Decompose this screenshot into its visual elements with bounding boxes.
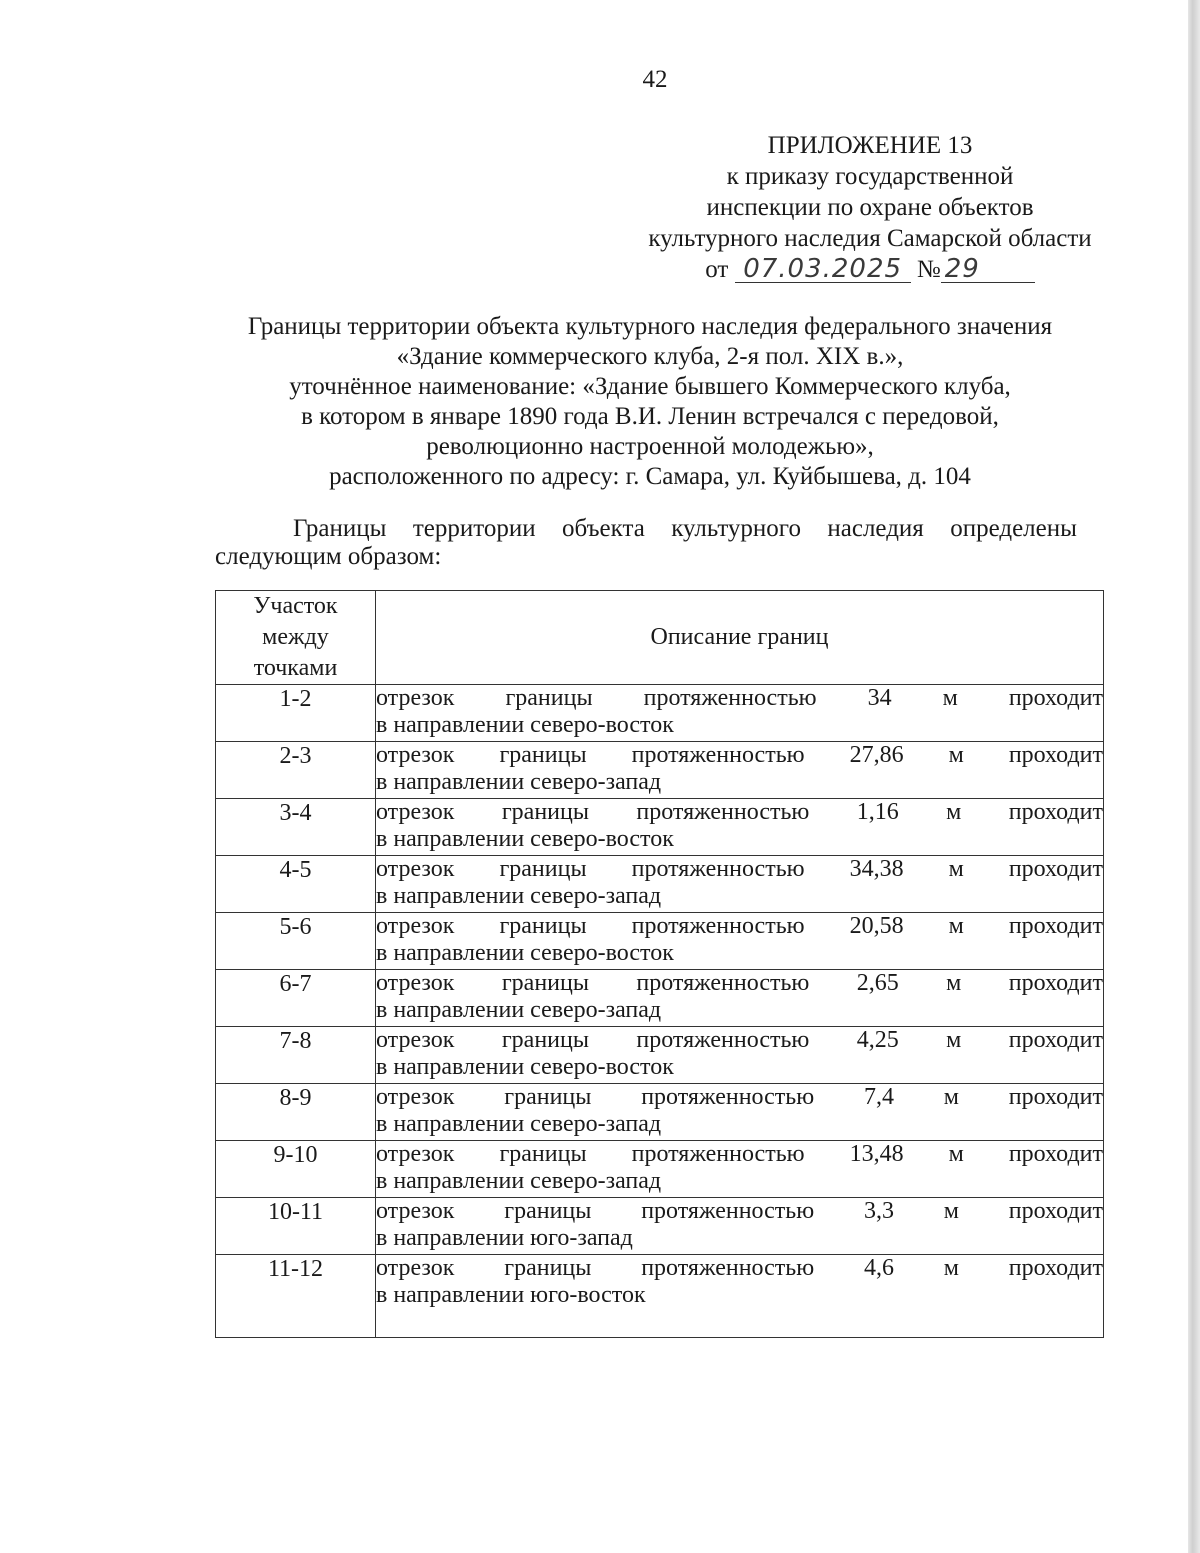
description-line-1 bbox=[376, 1084, 1103, 1111]
desc-word: отрезок bbox=[376, 856, 455, 882]
desc-word: отрезок bbox=[376, 742, 455, 768]
desc-word: проходит bbox=[1008, 799, 1103, 825]
desc-word: протяженностью bbox=[641, 1198, 815, 1224]
description-cell bbox=[376, 913, 1104, 970]
title-line-4: в котором в январе 1890 года В.И. Ленин встречался с передовой, bbox=[301, 403, 999, 430]
description-cell bbox=[376, 799, 1104, 856]
description-line-1 bbox=[376, 685, 1103, 712]
intro-word: культурного bbox=[671, 515, 801, 542]
desc-word: границы bbox=[504, 1255, 592, 1281]
header-segment-line: между bbox=[262, 624, 329, 650]
segment-length: 34 bbox=[867, 685, 892, 711]
description-cell bbox=[376, 1141, 1104, 1198]
length-unit: м bbox=[942, 685, 958, 711]
intro-word: объекта bbox=[562, 515, 645, 542]
scan-edge-shadow bbox=[1188, 0, 1200, 1553]
desc-word: границы bbox=[504, 1198, 592, 1224]
desc-word: протяженностью bbox=[631, 913, 805, 939]
segment-cell: 4-5 bbox=[216, 856, 376, 913]
description-line-1 bbox=[376, 913, 1103, 940]
table-row bbox=[216, 1027, 1104, 1084]
desc-word: отрезок bbox=[376, 1198, 455, 1224]
direction-text: в направлении северо-восток bbox=[376, 940, 674, 966]
appendix-title: ПРИЛОЖЕНИЕ 13 bbox=[767, 132, 973, 159]
desc-word: проходит bbox=[1008, 970, 1103, 996]
intro-word: Границы bbox=[293, 515, 387, 542]
segment-length: 1,16 bbox=[856, 799, 899, 825]
appendix-line-2: к приказу государственной bbox=[726, 163, 1014, 190]
desc-word: отрезок bbox=[376, 685, 455, 711]
direction-text: в направлении юго-восток bbox=[376, 1282, 646, 1308]
page-number: 42 bbox=[642, 66, 668, 93]
number-prefix: № bbox=[916, 256, 941, 283]
desc-word: границы bbox=[501, 970, 589, 996]
header-segment-line: Участок bbox=[253, 593, 338, 619]
desc-word: отрезок bbox=[376, 799, 455, 825]
segment-cell: 11-12 bbox=[216, 1255, 376, 1338]
length-unit: м bbox=[943, 1084, 959, 1110]
desc-word: протяженностью bbox=[631, 856, 805, 882]
desc-word: границы bbox=[501, 1027, 589, 1053]
segment-cell: 5-6 bbox=[216, 913, 376, 970]
intro-word: территории bbox=[412, 515, 536, 542]
title-line-6: расположенного по адресу: г. Самара, ул. Куйбышева, д. 104 bbox=[329, 463, 971, 490]
description-cell bbox=[376, 1255, 1104, 1338]
table-row bbox=[216, 742, 1104, 799]
description-cell bbox=[376, 970, 1104, 1027]
title-line-2: «Здание коммерческого клуба, 2-я пол. XIX в.», bbox=[396, 343, 904, 370]
segment-cell: 3-4 bbox=[216, 799, 376, 856]
title-line-1: Границы территории объекта культурного наследия федерального значения bbox=[247, 313, 1053, 340]
length-unit: м bbox=[946, 1027, 962, 1053]
intro-line-2: следующим образом: bbox=[215, 543, 442, 570]
intro-word: определены bbox=[950, 515, 1077, 542]
description-line-1 bbox=[376, 799, 1103, 826]
length-unit: м bbox=[946, 799, 962, 825]
desc-word: проходит bbox=[1008, 1027, 1103, 1053]
direction-text: в направлении северо-запад bbox=[376, 1168, 662, 1194]
length-unit: м bbox=[948, 1141, 964, 1167]
document-title bbox=[200, 312, 1100, 492]
desc-word: проходит bbox=[1008, 1141, 1103, 1167]
direction-text: в направлении северо-запад bbox=[376, 883, 662, 909]
desc-word: проходит bbox=[1008, 1084, 1103, 1110]
desc-word: границы bbox=[499, 913, 587, 939]
desc-word: протяженностью bbox=[641, 1084, 815, 1110]
title-line-3: уточнённое наименование: «Здание бывшего Коммерческого клуба, bbox=[289, 373, 1011, 400]
description-line-1 bbox=[376, 1141, 1103, 1168]
segment-length: 13,48 bbox=[849, 1141, 904, 1167]
desc-word: отрезок bbox=[376, 1141, 455, 1167]
desc-word: проходит bbox=[1008, 856, 1103, 882]
length-unit: м bbox=[943, 1198, 959, 1224]
description-cell bbox=[376, 742, 1104, 799]
direction-text: в направлении северо-запад bbox=[376, 997, 662, 1023]
segment-cell: 2-3 bbox=[216, 742, 376, 799]
direction-text: в направлении юго-запад bbox=[376, 1225, 633, 1251]
desc-word: отрезок bbox=[376, 1027, 455, 1053]
boundary-table bbox=[215, 590, 1104, 1338]
segment-length: 3,3 bbox=[863, 1198, 894, 1224]
desc-word: проходит bbox=[1008, 1255, 1103, 1281]
description-line-1 bbox=[376, 1198, 1103, 1225]
header-segment bbox=[216, 591, 376, 685]
table-header-row bbox=[216, 591, 1104, 685]
header-segment-line: точками bbox=[253, 655, 338, 681]
segment-length: 2,65 bbox=[856, 970, 899, 996]
appendix-block bbox=[560, 130, 1180, 285]
table-row bbox=[216, 685, 1104, 742]
desc-word: протяженностью bbox=[636, 1027, 810, 1053]
direction-text: в направлении северо-восток bbox=[376, 1054, 674, 1080]
desc-word: отрезок bbox=[376, 970, 455, 996]
desc-word: протяженностью bbox=[631, 742, 805, 768]
intro-line-1 bbox=[215, 515, 1077, 543]
length-unit: м bbox=[948, 742, 964, 768]
segment-length: 20,58 bbox=[849, 913, 904, 939]
desc-word: проходит bbox=[1008, 685, 1103, 711]
segment-length: 4,25 bbox=[856, 1027, 899, 1053]
description-cell bbox=[376, 685, 1104, 742]
header-description: Описание границ bbox=[376, 591, 1104, 685]
segment-length: 7,4 bbox=[863, 1084, 894, 1110]
length-unit: м bbox=[948, 913, 964, 939]
description-cell bbox=[376, 1027, 1104, 1084]
desc-word: границы bbox=[505, 685, 593, 711]
segment-length: 34,38 bbox=[849, 856, 904, 882]
desc-word: границы bbox=[501, 799, 589, 825]
direction-text: в направлении северо-запад bbox=[376, 1111, 662, 1137]
appendix-line-3: инспекции по охране объектов bbox=[706, 194, 1034, 221]
desc-word: границы bbox=[499, 856, 587, 882]
desc-word: границы bbox=[499, 1141, 587, 1167]
description-line-1 bbox=[376, 856, 1103, 883]
segment-cell: 6-7 bbox=[216, 970, 376, 1027]
desc-word: отрезок bbox=[376, 1255, 455, 1281]
table-row bbox=[216, 1141, 1104, 1198]
handwritten-date: 07.03.2025 bbox=[735, 256, 911, 283]
intro-word: наследия bbox=[827, 515, 924, 542]
segment-cell: 10-11 bbox=[216, 1198, 376, 1255]
appendix-line-4: культурного наследия Самарской области bbox=[648, 225, 1092, 252]
desc-word: отрезок bbox=[376, 913, 455, 939]
desc-word: протяженностью bbox=[631, 1141, 805, 1167]
desc-word: проходит bbox=[1008, 742, 1103, 768]
segment-cell: 1-2 bbox=[216, 685, 376, 742]
desc-word: отрезок bbox=[376, 1084, 455, 1110]
segment-cell: 8-9 bbox=[216, 1084, 376, 1141]
segment-cell: 9-10 bbox=[216, 1141, 376, 1198]
description-cell bbox=[376, 1084, 1104, 1141]
table-row bbox=[216, 1198, 1104, 1255]
table-row bbox=[216, 799, 1104, 856]
desc-word: протяженностью bbox=[636, 970, 810, 996]
direction-text: в направлении северо-восток bbox=[376, 826, 674, 852]
handwritten-number: 29 bbox=[941, 256, 1035, 283]
length-unit: м bbox=[946, 970, 962, 996]
date-prefix: от bbox=[705, 256, 729, 283]
segment-length: 27,86 bbox=[849, 742, 904, 768]
length-unit: м bbox=[943, 1255, 959, 1281]
desc-word: проходит bbox=[1008, 913, 1103, 939]
description-line-1 bbox=[376, 970, 1103, 997]
segment-length: 4,6 bbox=[863, 1255, 894, 1281]
desc-word: протяженностью bbox=[643, 685, 817, 711]
desc-word: протяженностью bbox=[636, 799, 810, 825]
table-row bbox=[216, 913, 1104, 970]
desc-word: границы bbox=[504, 1084, 592, 1110]
table-row bbox=[216, 1255, 1104, 1338]
direction-text: в направлении северо-запад bbox=[376, 769, 662, 795]
order-date-line bbox=[560, 254, 1180, 285]
description-line-1 bbox=[376, 1255, 1103, 1282]
desc-word: протяженностью bbox=[641, 1255, 815, 1281]
intro-paragraph bbox=[215, 515, 1077, 571]
description-line-1 bbox=[376, 1027, 1103, 1054]
table-row bbox=[216, 1084, 1104, 1141]
description-line-1 bbox=[376, 742, 1103, 769]
table-row bbox=[216, 856, 1104, 913]
title-line-5: революционно настроенной молодежью», bbox=[426, 433, 874, 460]
desc-word: границы bbox=[499, 742, 587, 768]
length-unit: м bbox=[948, 856, 964, 882]
table-row bbox=[216, 970, 1104, 1027]
description-cell bbox=[376, 1198, 1104, 1255]
segment-cell: 7-8 bbox=[216, 1027, 376, 1084]
desc-word: проходит bbox=[1008, 1198, 1103, 1224]
direction-text: в направлении северо-восток bbox=[376, 712, 674, 738]
description-cell bbox=[376, 856, 1104, 913]
